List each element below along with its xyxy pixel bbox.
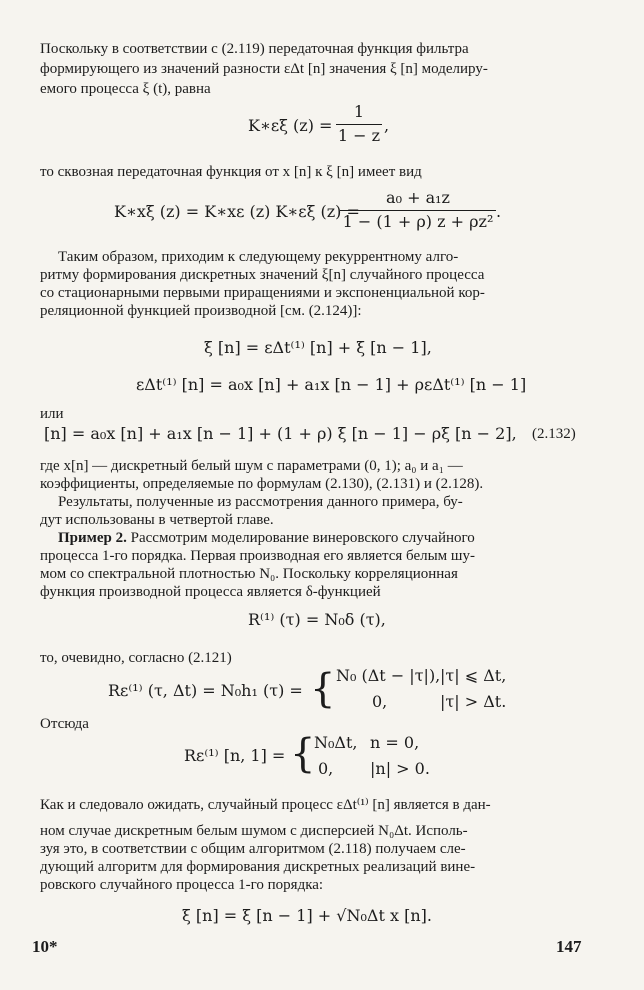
case-condition: n = 0, xyxy=(370,733,420,752)
brace-glyph: { xyxy=(310,666,336,712)
equation-number: (2.132) xyxy=(532,426,576,442)
formula-combined-recurrence: [n] = a₀x [n] + a₁x [n − 1] + (1 + ρ) ξ [n − 1] − ρξ [n − 2], xyxy=(44,424,517,443)
example-label: Пример 2. xyxy=(58,530,127,546)
text-line: Поскольку в соответствии с (2.119) передаточная функция фильтра xyxy=(40,41,469,57)
formula-through-transfer: K∗xξ (z) = K∗xε (z) K∗εξ (z) = xyxy=(114,202,360,221)
fraction-denominator: 1 − (1 + ρ) z + ρz² xyxy=(342,212,494,231)
case-condition: |n| > 0. xyxy=(370,759,430,778)
fraction-denominator: 1 − z xyxy=(337,126,381,145)
formula-wiener-algorithm: ξ [n] = ξ [n − 1] + √N₀Δt x [n]. xyxy=(182,906,432,925)
text-line: формирующего из значений разности εΔt [n] значения ξ [n] моделиру- xyxy=(40,61,488,77)
text-line: зуя это, в соответствии с общим алгоритмом (2.118) получаем сле- xyxy=(40,841,466,857)
formula-correlation-delta: R⁽¹⁾ (τ) = N₀δ (τ), xyxy=(248,610,386,629)
case-expression: N₀Δt, xyxy=(314,733,358,752)
formula-piecewise-lhs: Rε⁽¹⁾ (τ, Δt) = N₀h₁ (τ) = xyxy=(108,681,303,700)
text-line: ровского случайного процесса 1-го порядка: xyxy=(40,877,324,893)
text-line: процесса 1-го порядка. Первая производная его является белым шу- xyxy=(40,548,475,564)
fraction-bar xyxy=(340,210,496,211)
text-line: дут использованы в четвертой главе. xyxy=(40,512,274,528)
fraction-numerator: a₀ + a₁z xyxy=(386,188,450,207)
text-line: то, очевидно, согласно (2.121) xyxy=(40,650,232,666)
text-line: Отсюда xyxy=(40,716,89,732)
formula-punct: . xyxy=(496,202,502,221)
fraction-bar xyxy=(336,124,382,125)
text-line: мом со спектральной плотностью N₀. Поскольку корреляционная xyxy=(40,566,458,582)
case-expression: 0, xyxy=(372,692,388,711)
text-span: Рассмотрим моделирование винеровского случайного xyxy=(126,530,475,546)
formula-punct: , xyxy=(384,116,390,135)
formula-lhs: K∗εξ (z) = xyxy=(248,116,333,135)
text-line: Результаты, полученные из рассмотрения данного примера, бу- xyxy=(58,494,463,510)
text-line: ритму формирования дискретных значений ξ[n] случайного процесса xyxy=(40,267,485,283)
text-line: ном случае дискретным белым шумом с дисперсией N₀Δt. Исполь- xyxy=(40,823,468,839)
text-line: емого процесса ξ (t), равна xyxy=(40,81,211,97)
text-line: то сквозная передаточная функция от x [n] к ξ [n] имеет вид xyxy=(40,164,422,180)
text-line: где x[n] — дискретный белый шум с параметрами (0, 1); a₀ и a₁ — xyxy=(40,458,463,474)
case-expression: N₀ (Δt − |τ|), xyxy=(336,666,441,685)
page-number: 147 xyxy=(556,937,582,956)
text-line: или xyxy=(40,406,64,422)
brace-glyph: { xyxy=(290,731,316,777)
formula-transfer-function xyxy=(248,116,332,136)
text-line: функция производной процесса является δ-функцией xyxy=(40,584,381,600)
formula-recurrence-xi: ξ [n] = εΔt⁽¹⁾ [n] + ξ [n − 1], xyxy=(204,338,432,357)
text-line: дующий алгоритм для формирования дискретных реализаций вине- xyxy=(40,859,476,875)
text-line: Как и следовало ожидать, случайный процесс εΔt⁽¹⁾ [n] является в дан- xyxy=(40,797,491,813)
formula-piecewise-lhs: Rε⁽¹⁾ [n, 1] = xyxy=(184,746,286,765)
text-line: коэффициенты, определяемые по формулам (2.130), (2.131) и (2.128). xyxy=(40,476,484,492)
signature-mark: 10* xyxy=(32,937,58,956)
text-line xyxy=(40,530,600,547)
case-expression: 0, xyxy=(318,759,334,778)
case-condition: |τ| ⩽ Δt, xyxy=(440,666,507,685)
fraction-numerator: 1 xyxy=(353,102,365,121)
formula-recurrence-epsilon: εΔt⁽¹⁾ [n] = a₀x [n] + a₁x [n − 1] + ρεΔt⁽¹⁾ [n − 1] xyxy=(136,375,527,394)
text-line: реляционной функцией производной [см. (2.124)]: xyxy=(40,303,362,319)
text-line: со стационарными первыми приращениями и экспоненциальной кор- xyxy=(40,285,485,301)
text-line: Таким образом, приходим к следующему рекуррентному алго- xyxy=(58,249,459,265)
case-condition: |τ| > Δt. xyxy=(440,692,507,711)
